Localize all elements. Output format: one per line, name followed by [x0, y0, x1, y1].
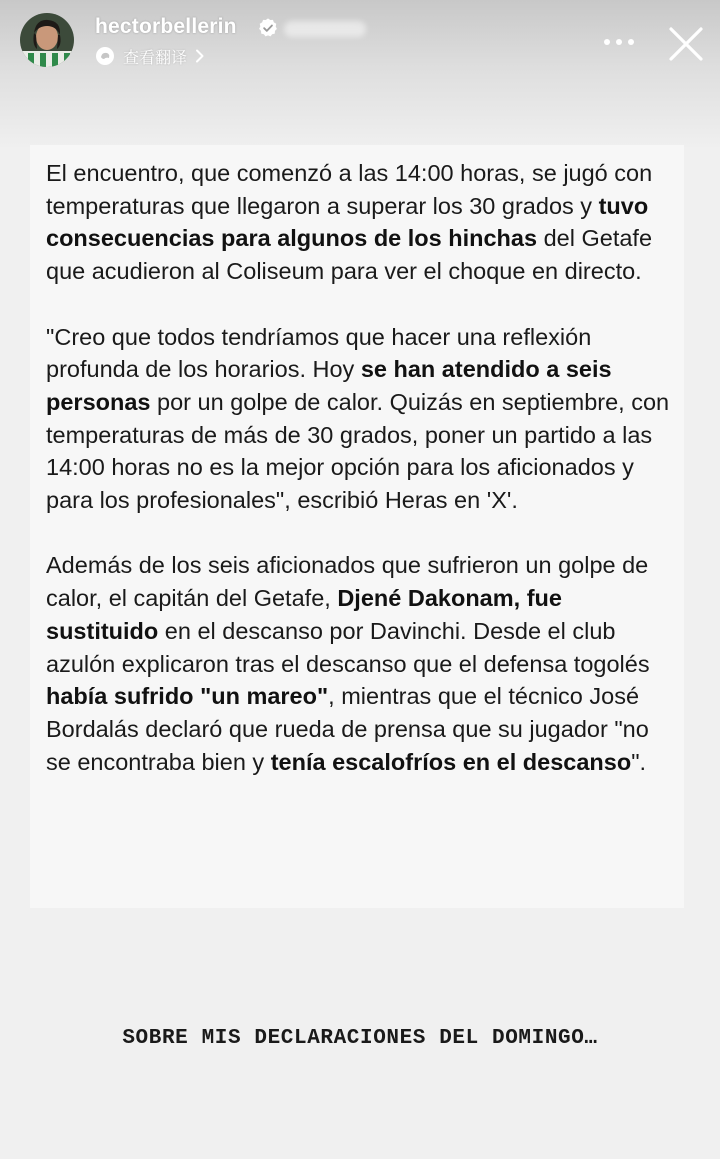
paragraph-3-text-b: en el descanso por Davinchi. Desde el club azulón explicaron tras el descanso que el defensa togolés	[46, 617, 650, 677]
paragraph-3-text-d: ".	[631, 748, 647, 775]
avatar[interactable]	[20, 13, 74, 67]
paragraph-3-bold-c: tenía escalofríos en el descanso	[270, 748, 632, 775]
paragraph-1-bold-a: tuvo consecuencias para algunos de los hinchas	[46, 192, 649, 252]
article-screenshot	[30, 145, 684, 908]
paragraph-2-bold-a: se han atendido a seis personas	[46, 356, 612, 415]
paragraph-1-text-b: del Getafe que acudieron al Coliseum para ver el choque en directo.	[46, 225, 653, 285]
verified-badge-icon	[257, 17, 279, 39]
translate-icon	[95, 46, 115, 66]
more-dots-icon[interactable]	[598, 28, 640, 56]
close-icon[interactable]	[664, 22, 708, 66]
paragraph-3-text-a: Además de los seis aficionados que sufrieron un golpe de calor, el capitán del Getafe,	[46, 552, 649, 612]
article-body	[46, 157, 678, 811]
see-translation-label: 查看翻译	[123, 49, 188, 67]
paragraph-2-text-b: por un golpe de calor. Quizás en septiembre, con temperaturas de más de 30 grados, poner un partido a las 14:00 horas no es la mejor opción para los aficionados y para los profesionales", escribió Heras en 'X'.	[46, 388, 670, 514]
see-translation-button[interactable]	[95, 45, 205, 67]
story-caption: SOBRE MIS DECLARACIONES DEL DOMINGO…	[122, 1027, 598, 1050]
username[interactable]: hectorbellerin	[95, 15, 237, 38]
paragraph-1-text-a: El encuentro, que comenzó a las 14:00 horas, se jugó con temperaturas que llegaron a superar los 30 grados y	[46, 160, 653, 219]
article-paragraph-3	[46, 549, 678, 778]
article-paragraph-2	[46, 321, 678, 517]
paragraph-3-bold-a: Djené Dakonam, fue sustituido	[46, 585, 562, 644]
paragraph-3-text-c: , mientras que el técnico José Bordalás declaró que rueda de prensa que su jugador "no se encontraba bien y	[46, 683, 649, 775]
story-header	[0, 0, 720, 90]
blurred-secondary-account	[284, 21, 366, 37]
chevron-right-icon	[195, 49, 205, 63]
paragraph-2-text-a: "Creo que todos tendríamos que hacer una reflexión profunda de los horarios. Hoy	[46, 323, 592, 383]
article-paragraph-1	[46, 157, 678, 288]
paragraph-3-bold-b: había sufrido "un mareo"	[46, 683, 329, 710]
